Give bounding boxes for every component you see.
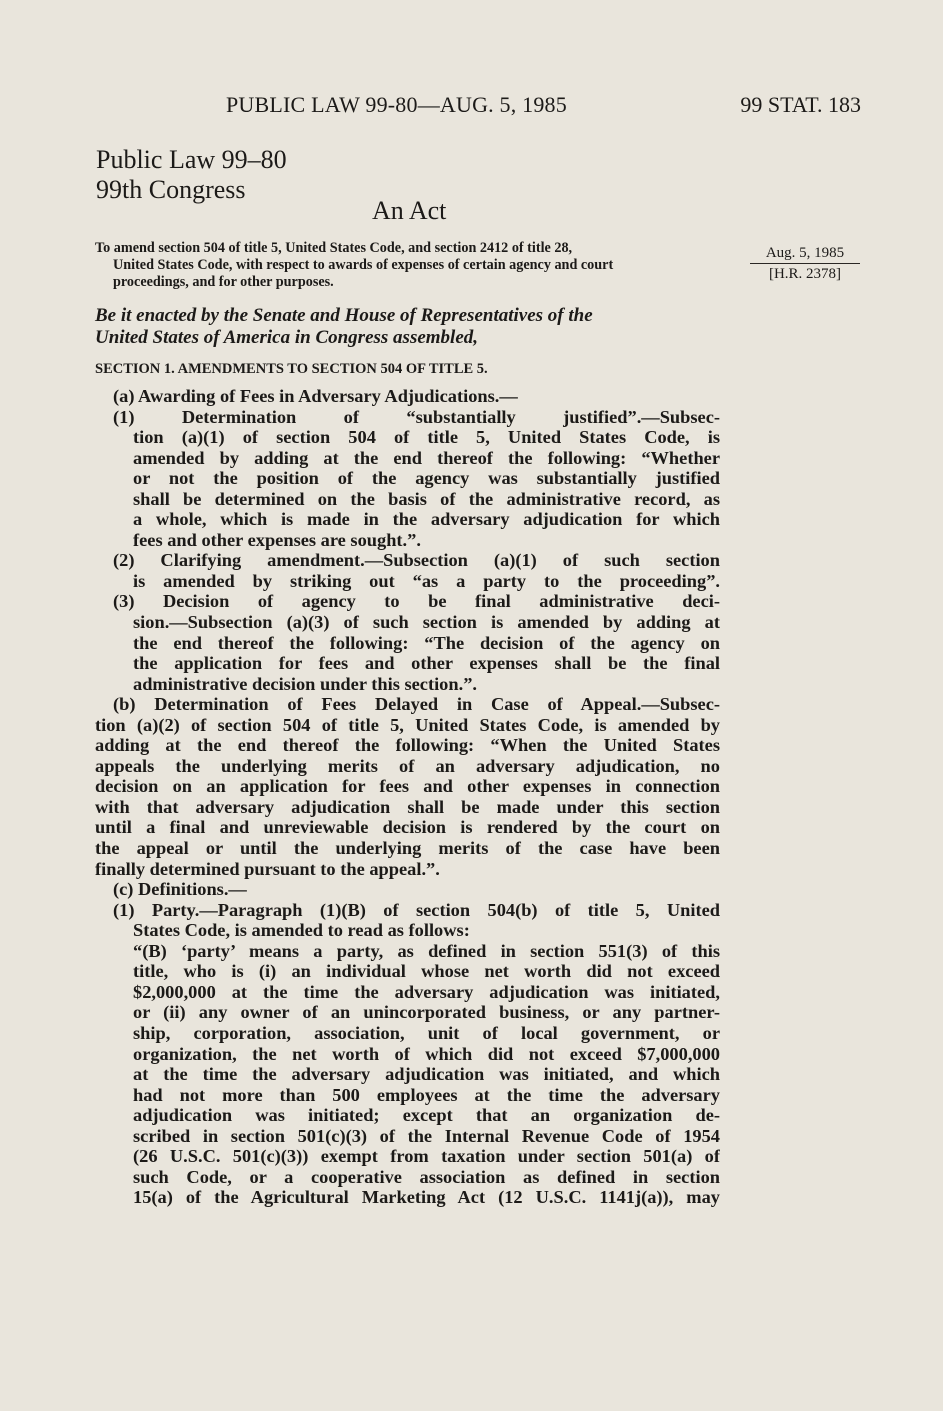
body-line: adjudication was initiated; except that an organization de-	[133, 1105, 720, 1126]
purpose-line: United States Code, with respect to awards of expenses of certain agency and court	[113, 257, 614, 273]
body-line: such Code, or a cooperative association as defined in section	[133, 1166, 720, 1187]
body-line: or not the position of the agency was substantially justified	[133, 468, 720, 489]
body-line: fees and other expenses are sought.”.	[133, 529, 421, 550]
purpose-line: proceedings, and for other purposes.	[113, 274, 334, 290]
body-line: tion (a)(1) of section 504 of title 5, United States Code, is	[133, 427, 720, 448]
purpose-line: To amend section 504 of title 5, United States Code, and section 2412 of title 28,	[95, 240, 573, 256]
margin-note	[750, 243, 860, 284]
body-line: with that adversary adjudication shall be made under this section	[95, 796, 720, 817]
body-line: the application for fees and other expenses shall be the final	[133, 653, 720, 674]
body-line: decision on an application for fees and other expenses in connection	[95, 776, 720, 797]
body-line: (b) Determination of Fees Delayed in Case of Appeal.—Subsec-	[113, 694, 720, 715]
body-line: 15(a) of the Agricultural Marketing Act (12 U.S.C. 1141j(a)), may	[133, 1187, 720, 1208]
body-line: (2) Clarifying amendment.—Subsection (a)(1) of such section	[113, 550, 720, 571]
enactment-date: Aug. 5, 1985	[750, 243, 860, 264]
body-line: at the time the adversary adjudication was initiated, and which	[133, 1064, 720, 1085]
body-line: or (ii) any owner of an unincorporated business, or any partner-	[133, 1002, 720, 1023]
law-identification	[96, 145, 287, 205]
body-line: $2,000,000 at the time the adversary adjudication was initiated,	[133, 981, 720, 1002]
body-line: organization, the net worth of which did not exceed $7,000,000	[133, 1043, 720, 1064]
body-line: (1) Determination of “substantially justified”.—Subsec-	[113, 406, 720, 427]
body-line: until a final and unreviewable decision is rendered by the court on	[95, 817, 720, 838]
bill-number: [H.R. 2378]	[768, 266, 842, 282]
body-line: sion.—Subsection (a)(3) of such section is amended by adding at	[133, 612, 720, 633]
body-line: is amended by striking out “as a party to the proceeding”.	[133, 570, 720, 591]
body-line: tion (a)(2) of section 504 of title 5, United States Code, is amended by	[95, 714, 720, 735]
running-header	[0, 92, 943, 132]
body-line: (26 U.S.C. 501(c)(3)) exempt from taxation under section 501(a) of	[133, 1146, 720, 1167]
body-line: States Code, is amended to read as follows:	[133, 920, 470, 941]
body-line: finally determined pursuant to the appeal.”.	[95, 858, 440, 879]
body-line: appeals the underlying merits of an adversary adjudication, no	[95, 755, 720, 776]
body-line: shall be determined on the basis of the administrative record, as	[133, 488, 720, 509]
body-line: ship, corporation, association, unit of local government, or	[133, 1022, 720, 1043]
congress-label: 99th Congress	[96, 175, 246, 204]
body-line: a whole, which is made in the adversary adjudication for which	[133, 509, 720, 530]
purpose-clause	[95, 240, 720, 291]
body-line: scribed in section 501(c)(3) of the Internal Revenue Code of 1954	[133, 1125, 720, 1146]
body-line: adding at the end thereof the following: “When the United States	[95, 735, 720, 756]
section-heading: SECTION 1. AMENDMENTS TO SECTION 504 OF TITLE 5.	[95, 361, 488, 377]
act-label: An Act	[372, 196, 447, 225]
body-line: amended by adding at the end thereof the following: “Whether	[133, 447, 720, 468]
enacting-line: Be it enacted by the Senate and House of Representatives of the	[95, 305, 593, 326]
law-number: Public Law 99–80	[96, 145, 287, 174]
section-body	[95, 386, 720, 1208]
body-line: (c) Definitions.—	[113, 879, 247, 900]
running-title: PUBLIC LAW 99-80—AUG. 5, 1985	[226, 92, 567, 117]
enacting-line: United States of America in Congress assembled,	[95, 327, 479, 348]
body-line: (a) Awarding of Fees in Adversary Adjudications.—	[113, 386, 518, 406]
statute-reference: 99 STAT. 183	[740, 92, 861, 117]
body-line: had not more than 500 employees at the time the adversary	[133, 1084, 720, 1105]
body-line: title, who is (i) an individual whose net worth did not exceed	[133, 961, 720, 982]
body-line: administrative decision under this section.”.	[133, 673, 477, 694]
body-line: (3) Decision of agency to be final administrative deci-	[113, 591, 720, 612]
body-line: (1) Party.—Paragraph (1)(B) of section 504(b) of title 5, United	[113, 899, 720, 920]
body-line: the end thereof the following: “The decision of the agency on	[133, 632, 720, 653]
body-line: “(B) ‘party’ means a party, as defined in section 551(3) of this	[133, 940, 720, 961]
body-line: the appeal or until the underlying merits of the case have been	[95, 838, 720, 859]
enacting-clause	[95, 305, 720, 349]
